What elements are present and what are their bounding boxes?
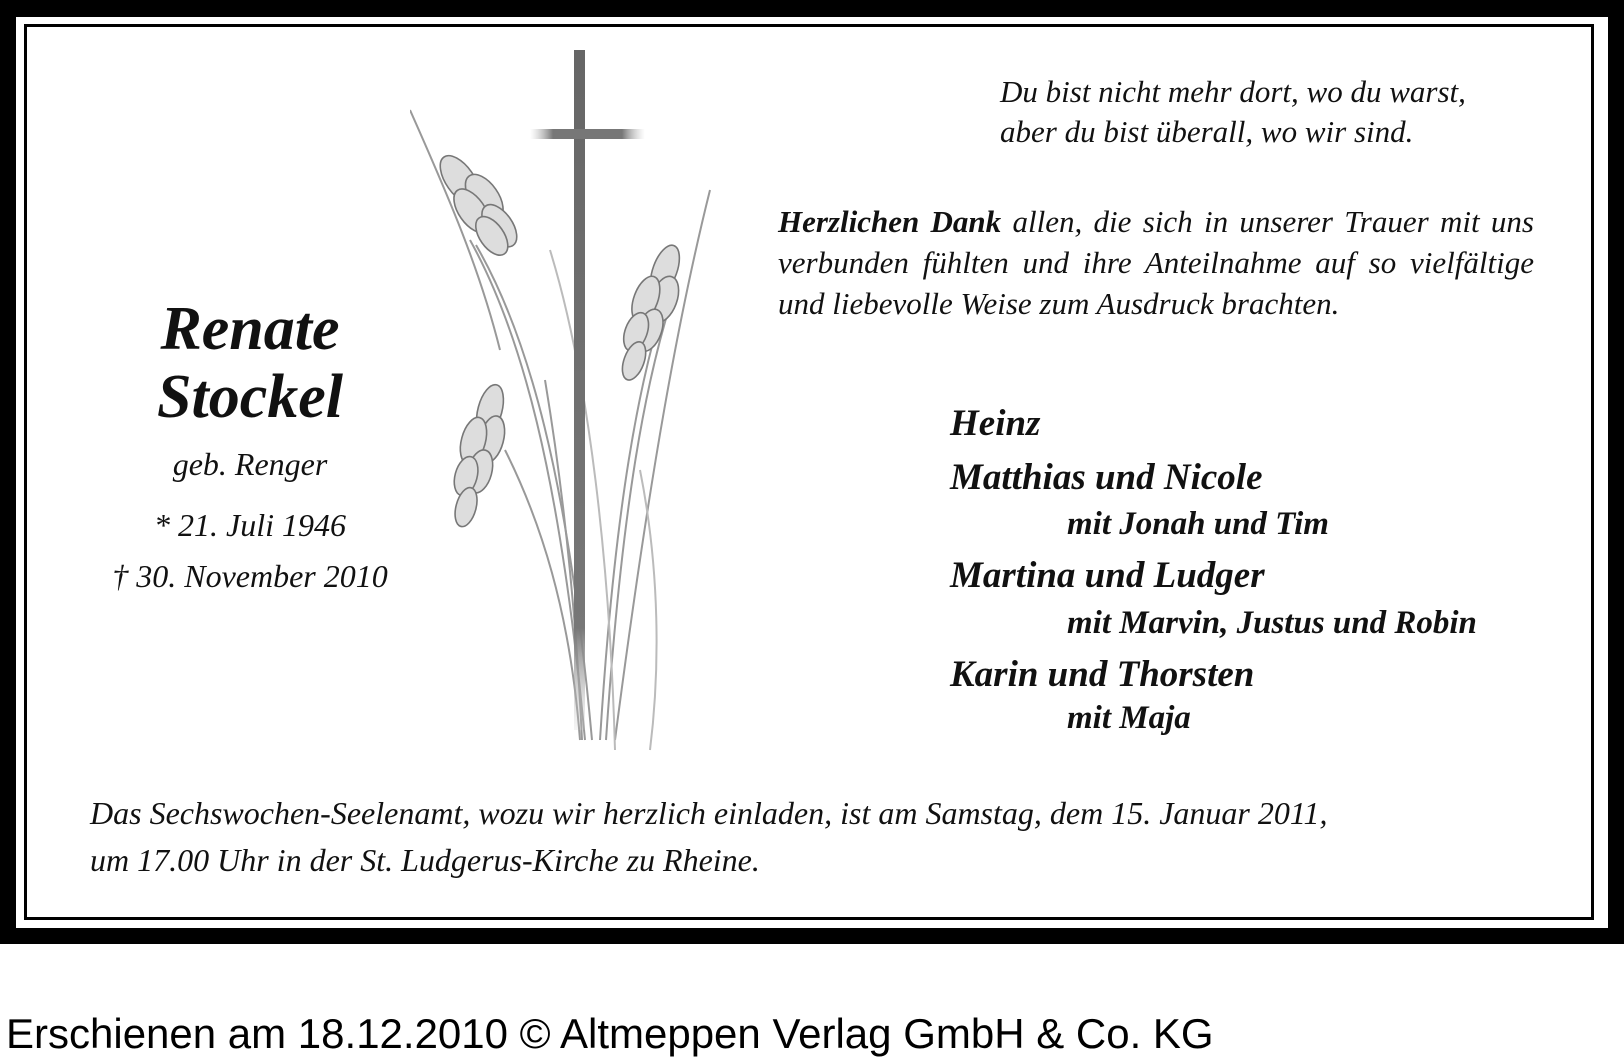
family-children-3: mit Marvin, Justus und Robin	[1067, 605, 1477, 641]
family-name-4: Karin und Thorsten	[950, 654, 1255, 695]
family-name-3: Martina und Ludger	[950, 555, 1265, 596]
thanks-text: allen, die sich in unserer Trauer mit uns verbunden fühlten und ihre Anteilnahme auf so vielfältige und liebevolle Weise zum Ausdruck brachten.	[778, 204, 1534, 321]
quote-line-2: aber du bist überall, wo wir sind.	[1000, 114, 1414, 149]
deceased-birth-date: * 21. Juli 1946	[154, 507, 346, 543]
deceased-first-name: Renate	[160, 295, 340, 363]
thanks-paragraph	[778, 201, 1534, 324]
family-name-2: Matthias und Nicole	[950, 457, 1263, 498]
deceased-maiden-name: geb. Renger	[172, 446, 328, 482]
publication-credit: Erschienen am 18.12.2010 © Altmeppen Verlag GmbH & Co. KG	[6, 1010, 1214, 1057]
thanks-bold: Herzlichen Dank	[778, 204, 1002, 239]
service-line-2: um 17.00 Uhr in der St. Ludgerus-Kirche zu Rheine.	[90, 842, 760, 878]
family-children-4: mit Maja	[1067, 700, 1191, 736]
family-name-1: Heinz	[950, 403, 1041, 444]
cross-wheat-illustration	[410, 50, 730, 765]
family-children-2: mit Jonah und Tim	[1067, 506, 1329, 542]
deceased-death-date: † 30. November 2010	[112, 558, 388, 594]
deceased-last-name: Stockel	[157, 363, 343, 431]
quote-line-1: Du bist nicht mehr dort, wo du warst,	[1000, 74, 1466, 109]
service-line-1: Das Sechswochen-Seelenamt, wozu wir herzlich einladen, ist am Samstag, dem 15. Januar 2011,	[90, 795, 1328, 831]
